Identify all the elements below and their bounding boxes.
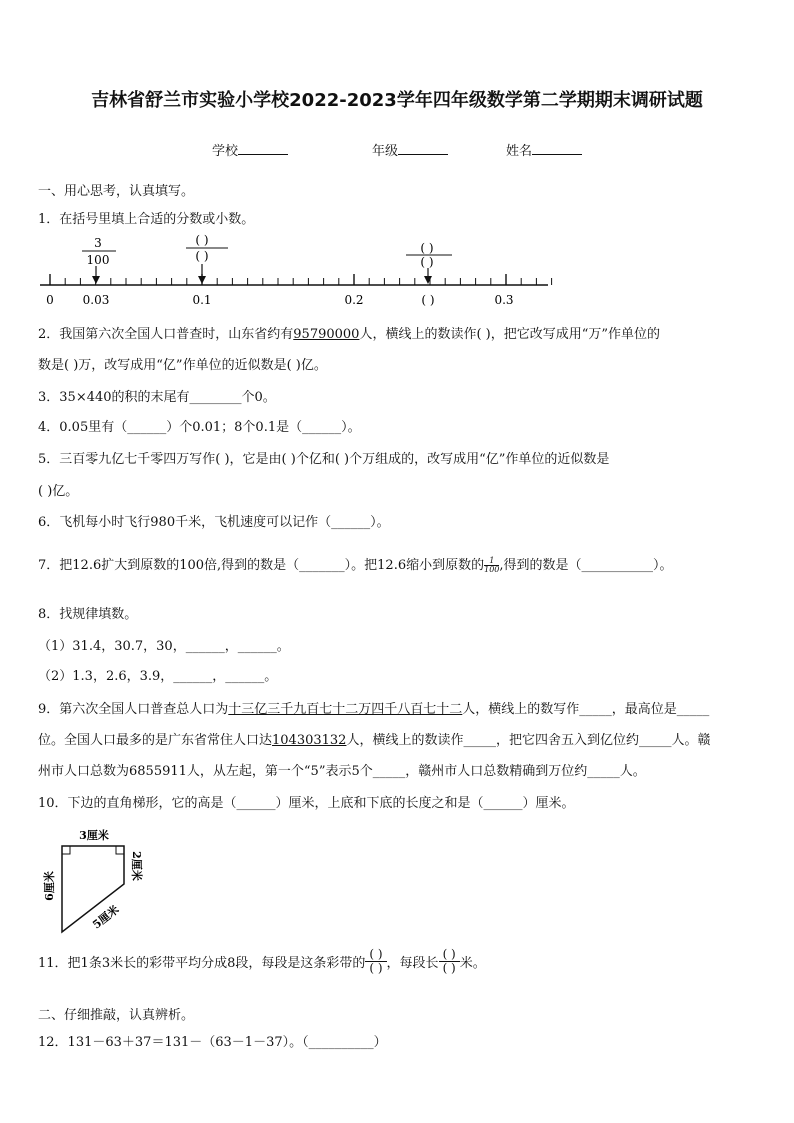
q11-fraction-1 — [365, 948, 386, 975]
school-blank — [238, 142, 288, 155]
q11-fraction-2-denominator: ( ) — [442, 961, 456, 976]
question-9-line-1 — [38, 698, 709, 717]
question-7 — [38, 554, 673, 574]
q7-fraction-denominator: 100 — [484, 565, 500, 574]
tick-label-0-2: 0.2 — [344, 293, 364, 307]
blank-denominator-1: ( ) — [195, 249, 209, 263]
grade-label: 年级 — [372, 144, 399, 159]
q7-fraction-numerator: 1 — [484, 557, 499, 566]
grade-blank — [398, 142, 448, 155]
name-field — [506, 140, 582, 159]
top-base-label: 3厘米 — [79, 829, 109, 842]
question-12: 12．131－63＋37＝131－（63－1－37）。（__________） — [38, 1035, 387, 1050]
arrow-head-2 — [424, 276, 432, 284]
number-line-figure — [36, 232, 556, 312]
question-3: 3．35×440的积的末尾有________个0。 — [38, 390, 276, 405]
question-6: 6．飞机每小时飞行980千米，飞机速度可以记作（______）。 — [38, 515, 390, 530]
section-1-heading: 一、用心思考，认真填写。 — [38, 184, 195, 199]
fraction-denominator: 100 — [86, 253, 110, 267]
tick-label-0: 0 — [46, 293, 54, 307]
question-2-line-2: 数是( )万，改写成用“亿”作单位的近似数是( )亿。 — [38, 358, 327, 373]
name-blank — [532, 142, 582, 155]
question-9-line-2 — [38, 729, 710, 748]
q11-fraction-1-numerator: ( ) — [365, 948, 386, 962]
school-label: 学校 — [212, 144, 239, 159]
school-field — [212, 140, 288, 159]
name-label: 姓名 — [506, 144, 533, 159]
fraction-numerator: 3 — [94, 236, 102, 250]
section-2-heading: 二、仔细推敲，认真辨析。 — [38, 1008, 195, 1023]
q7-text-b: ,得到的数是（___________）。 — [499, 558, 673, 573]
q9-text-b2: 人，横线上的数读作_____，把它四舍五入到亿位约_____人。赣 — [346, 733, 711, 748]
q11-fraction-2-numerator: ( ) — [439, 948, 460, 962]
tick-label-0-1: 0.1 — [192, 293, 212, 307]
q7-fraction — [484, 557, 499, 574]
question-8-sub-1: （1）31.4，30.7，30，______，______。 — [38, 639, 290, 654]
question-8-sub-2: （2）1.3，2.6，3.9，______，______。 — [38, 669, 278, 684]
number-line-ticks — [50, 274, 552, 285]
right-side-label: 2厘米 — [130, 851, 143, 881]
q7-text-a: 7．把12.6扩大到原数的100倍,得到的数是（_______）。把12.6缩小到原数的 — [38, 558, 485, 573]
q2-underlined-number: 95790000 — [293, 327, 360, 342]
question-5-line-1: 5．三百零九亿七千零四万写作( )，它是由( )个亿和( )个万组成的，改写成用“亿”作单位的近似数是 — [38, 452, 610, 467]
q9-text-a2: 人，横线上的数写作_____，最高位是_____ — [462, 702, 710, 717]
arrow-head-0-03 — [92, 276, 100, 284]
question-2-line-1 — [38, 323, 660, 342]
grade-field — [372, 140, 448, 159]
q9-underlined-words: 十三亿三千九百七十二万四千八百七十二 — [228, 702, 463, 717]
q11-text-c: 米。 — [459, 956, 486, 972]
q9-underlined-number: 104303132 — [272, 733, 347, 748]
tick-label-0-03: 0.03 — [82, 293, 110, 307]
q9-text-a1: 9．第六次全国人口普查总人口为 — [38, 702, 229, 717]
q11-text-a: 11．把1条3米长的彩带平均分成8段，每段是这条彩带的 — [38, 956, 366, 972]
height-label: 6厘米 — [43, 871, 56, 901]
tick-label-0-3: 0.3 — [494, 293, 514, 307]
question-9-line-3: 州市人口总数为6855911人，从左起，第一个“5”表示5个_____，赣州市人口总数精确到万位约_____人。 — [38, 764, 646, 779]
question-1: 1．在括号里填上合适的分数或小数。 — [38, 212, 255, 227]
q2-text-a: 2．我国第六次全国人口普查时，山东省约有 — [38, 327, 294, 342]
question-10: 10．下边的直角梯形，它的高是（______）厘米，上底和下底的长度之和是（______）厘米。 — [38, 796, 575, 811]
tick-label-blank: ( ) — [421, 293, 435, 307]
q11-text-b: ，每段长 — [386, 956, 439, 972]
page-title: 吉林省舒兰市实验小学校2022-2023学年四年级数学第二学期期末调研试题 — [91, 90, 703, 111]
q11-fraction-2 — [439, 948, 460, 975]
right-angle-mark-right — [116, 846, 124, 854]
question-5-line-2: ( )亿。 — [38, 484, 79, 499]
trapezoid-figure — [40, 824, 150, 940]
q11-fraction-1-denominator: ( ) — [369, 961, 383, 976]
blank-denominator-2: ( ) — [420, 255, 434, 269]
blank-numerator-1: ( ) — [195, 233, 209, 247]
right-angle-mark-left — [62, 846, 70, 854]
question-8-title: 8．找规律填数。 — [38, 607, 138, 622]
q2-text-b: 人，横线上的数读作( )，把它改写成用“万”作单位的 — [359, 327, 661, 342]
arrow-head-1 — [198, 276, 206, 284]
question-11 — [38, 948, 486, 975]
blank-numerator-2: ( ) — [420, 241, 434, 255]
slant-side-label: 5厘米 — [90, 902, 122, 932]
question-4: 4．0.05里有（______）个0.01；8个0.1是（______）。 — [38, 420, 361, 435]
q9-text-b1: 位。全国人口最多的是广东省常住人口达 — [38, 733, 273, 748]
